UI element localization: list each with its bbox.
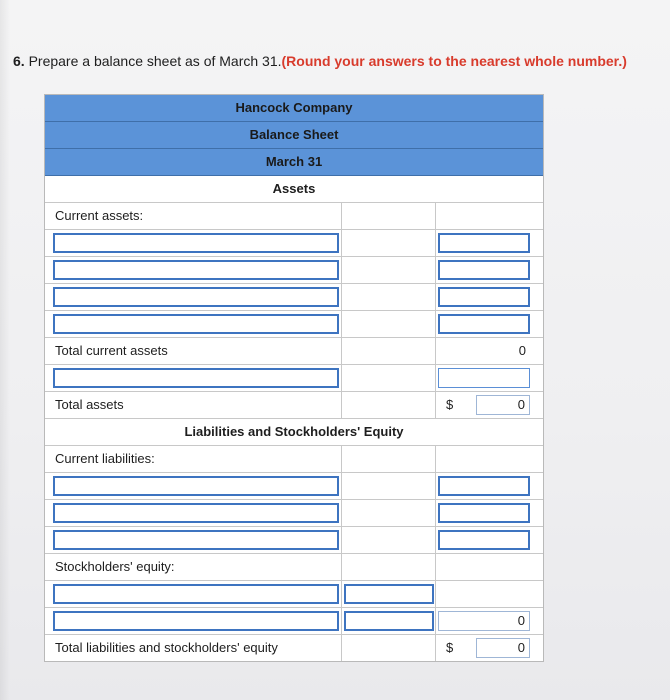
liability-account-input-1[interactable] bbox=[53, 476, 339, 496]
company-name: Hancock Company bbox=[45, 95, 543, 122]
table-row bbox=[45, 500, 543, 527]
question-text: Prepare a balance sheet as of March 31. bbox=[28, 53, 282, 69]
table-row bbox=[45, 581, 543, 608]
current-asset-amount-input-2[interactable] bbox=[438, 260, 530, 280]
table-row bbox=[45, 527, 543, 554]
current-asset-account-input-2[interactable] bbox=[53, 260, 339, 280]
total-current-assets-value: 0 bbox=[518, 343, 526, 358]
liability-amount-input-2[interactable] bbox=[438, 503, 530, 523]
current-asset-account-input-4[interactable] bbox=[53, 314, 339, 334]
other-asset-amount-input[interactable] bbox=[438, 368, 530, 388]
total-liabilities-equity-label: Total liabilities and stockholders' equity bbox=[55, 640, 278, 655]
total-current-assets-row bbox=[45, 338, 543, 365]
statement-date: March 31 bbox=[45, 149, 543, 176]
question-hint: (Round your answers to the nearest whole number.) bbox=[281, 53, 627, 69]
table-row bbox=[45, 230, 543, 257]
liability-amount-input-1[interactable] bbox=[438, 476, 530, 496]
other-asset-account-input[interactable] bbox=[53, 368, 339, 388]
total-assets-currency: $ bbox=[446, 397, 454, 412]
liability-account-input-3[interactable] bbox=[53, 530, 339, 550]
table-row bbox=[45, 473, 543, 500]
table-row bbox=[45, 257, 543, 284]
question-number: 6. bbox=[13, 53, 25, 69]
equity-amount-input-1[interactable] bbox=[344, 584, 434, 604]
assets-heading: Assets bbox=[45, 176, 543, 203]
question-prompt bbox=[13, 53, 627, 69]
statement-title: Balance Sheet bbox=[45, 122, 543, 149]
page-edge-shadow bbox=[0, 0, 10, 700]
total-assets-label: Total assets bbox=[55, 397, 124, 412]
current-assets-row bbox=[45, 203, 543, 230]
equity-account-input-2[interactable] bbox=[53, 611, 339, 631]
current-liabilities-label: Current liabilities: bbox=[55, 451, 155, 466]
equity-subtotal-value: 0 bbox=[517, 613, 525, 628]
total-assets-value: 0 bbox=[517, 397, 525, 412]
total-current-assets-label: Total current assets bbox=[55, 343, 168, 358]
current-asset-amount-input-1[interactable] bbox=[438, 233, 530, 253]
table-row bbox=[45, 365, 543, 392]
liability-account-input-2[interactable] bbox=[53, 503, 339, 523]
stockholders-equity-row bbox=[45, 554, 543, 581]
total-liabilities-equity-value-box bbox=[476, 638, 530, 658]
current-asset-account-input-3[interactable] bbox=[53, 287, 339, 307]
total-assets-value-box bbox=[476, 395, 530, 415]
liability-amount-input-3[interactable] bbox=[438, 530, 530, 550]
current-asset-account-input-1[interactable] bbox=[53, 233, 339, 253]
total-liabilities-equity-value: 0 bbox=[517, 640, 525, 655]
equity-amount-input-2[interactable] bbox=[344, 611, 434, 631]
current-assets-label: Current assets: bbox=[55, 208, 144, 223]
current-asset-amount-input-3[interactable] bbox=[438, 287, 530, 307]
total-assets-row bbox=[45, 392, 543, 419]
balance-sheet-table bbox=[44, 94, 544, 662]
total-liabilities-equity-currency: $ bbox=[446, 640, 454, 655]
table-row bbox=[45, 608, 543, 635]
current-asset-amount-input-4[interactable] bbox=[438, 314, 530, 334]
current-liabilities-row bbox=[45, 446, 543, 473]
equity-account-input-1[interactable] bbox=[53, 584, 339, 604]
equity-subtotal-box bbox=[438, 611, 530, 631]
total-liabilities-equity-row bbox=[45, 635, 543, 661]
liabilities-equity-heading: Liabilities and Stockholders' Equity bbox=[45, 419, 543, 446]
table-row bbox=[45, 311, 543, 338]
stockholders-equity-label: Stockholders' equity: bbox=[55, 559, 175, 574]
table-row bbox=[45, 284, 543, 311]
